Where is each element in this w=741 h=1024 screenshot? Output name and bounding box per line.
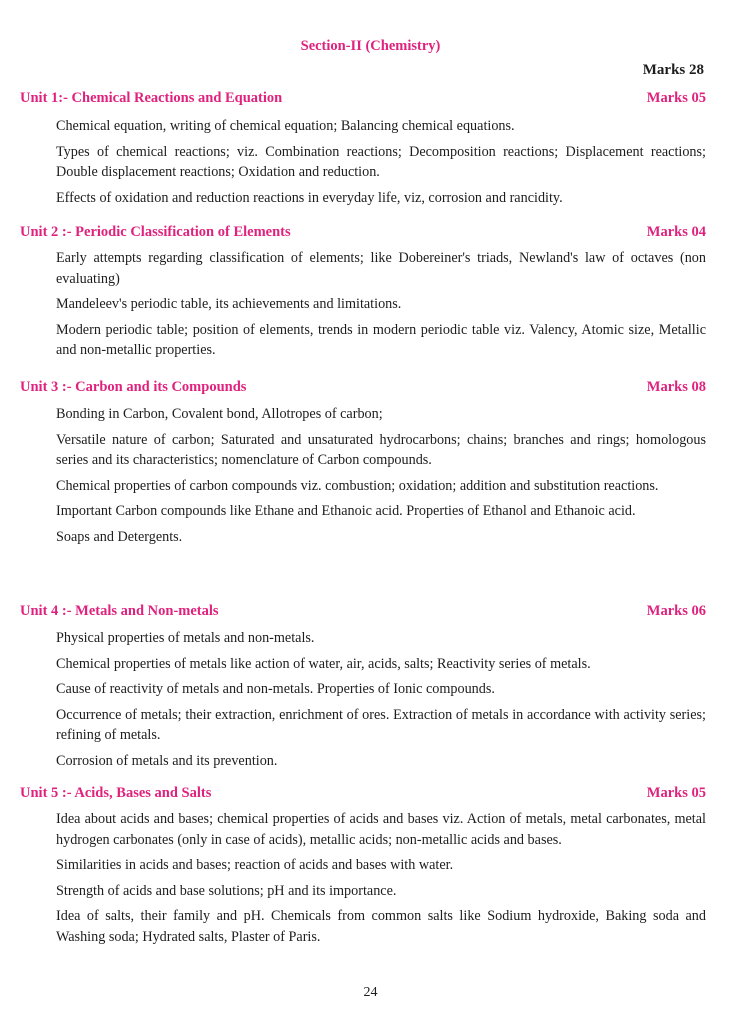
- unit-header: [20, 379, 706, 399]
- unit-paragraph: Types of chemical reactions; viz. Combination reactions; Decomposition reactions; Displacement reactions; Double displacement reactions; Oxidation and reduction.: [56, 143, 706, 180]
- unit-paragraph: Mandeleev's periodic table, its achievements and limitations.: [56, 296, 402, 312]
- unit-1: [20, 90, 706, 213]
- unit-paragraph: Strength of acids and base solutions; pH and its importance.: [56, 882, 397, 899]
- section-title: Section-II (Chemistry): [300, 38, 441, 54]
- unit-paragraph: Idea of salts, their family and pH. Chemicals from common salts like Sodium hydroxide, Baking soda and Washing soda; Hydrated salts, Plaster of Paris.: [56, 908, 706, 945]
- unit-marks: Marks 05: [646, 785, 706, 801]
- unit-paragraph: Modern periodic table; position of elements, trends in modern periodic table viz. Valency, Atomic size, Metallic and non-metallic properties.: [56, 321, 706, 358]
- unit-title: Unit 3 :- Carbon and its Compounds: [20, 379, 247, 395]
- unit-paragraph: Occurrence of metals; their extraction, enrichment of ores. Extraction of metals in accordance with activity series; refining of metals.: [56, 706, 706, 743]
- unit-title: Unit 1:- Chemical Reactions and Equation: [20, 90, 283, 106]
- unit-header: [20, 90, 706, 110]
- unit-2: [20, 224, 706, 366]
- unit-paragraph: Versatile nature of carbon; Saturated and unsaturated hydrocarbons; chains; branches and rings; homologous series and its characteristics; nomenclature of Carbon compounds.: [56, 431, 706, 468]
- unit-paragraph: Early attempts regarding classification of elements; like Dobereiner's triads, Newland's law of octaves (non evaluating): [56, 250, 706, 287]
- unit-title: Unit 2 :- Periodic Classification of Elements: [20, 224, 291, 240]
- unit-paragraph: Idea about acids and bases; chemical properties of acids and bases viz. Action of metals, metal carbonates, metal hydrogen carbonates (only in case of acids), metallic acids; non-metallic acids and bases.: [56, 811, 706, 848]
- unit-marks: Marks 08: [646, 379, 706, 395]
- unit-title: Unit 5 :- Acids, Bases and Salts: [20, 785, 212, 801]
- unit-paragraph: Corrosion of metals and its prevention.: [56, 752, 278, 769]
- unit-paragraph: Chemical equation, writing of chemical equation; Balancing chemical equations.: [56, 118, 515, 134]
- unit-paragraph: Effects of oxidation and reduction reactions in everyday life, viz, corrosion and rancidity.: [56, 189, 563, 206]
- unit-header: [20, 785, 706, 805]
- unit-paragraph: Important Carbon compounds like Ethane and Ethanoic acid. Properties of Ethanol and Ethanoic acid.: [56, 503, 636, 519]
- unit-paragraph: Similarities in acids and bases; reaction of acids and bases with water.: [56, 857, 454, 873]
- unit-marks: Marks 04: [646, 224, 706, 240]
- unit-paragraph: Bonding in Carbon, Covalent bond, Allotropes of carbon;: [56, 406, 383, 422]
- unit-title: Unit 4 :- Metals and Non-metals: [20, 603, 219, 619]
- unit-paragraph: Soaps and Detergents.: [56, 528, 183, 545]
- unit-5: [20, 785, 706, 952]
- unit-paragraph: Chemical properties of metals like action of water, air, acids, salts; Reactivity series of metals.: [56, 655, 591, 672]
- unit-marks: Marks 06: [646, 603, 706, 619]
- unit-paragraph: Chemical properties of carbon compounds viz. combustion; oxidation; addition and substitution reactions.: [56, 477, 659, 494]
- unit-marks: Marks 05: [646, 90, 706, 106]
- unit-header: [20, 603, 706, 623]
- unit-header: [20, 224, 706, 244]
- unit-4: [20, 603, 706, 776]
- unit-paragraph: Cause of reactivity of metals and non-metals. Properties of Ionic compounds.: [56, 681, 495, 697]
- page-number: 24: [363, 985, 378, 1000]
- unit-paragraph: Physical properties of metals and non-metals.: [56, 630, 315, 646]
- unit-3: [20, 379, 706, 552]
- total-marks: Marks 28: [642, 62, 704, 78]
